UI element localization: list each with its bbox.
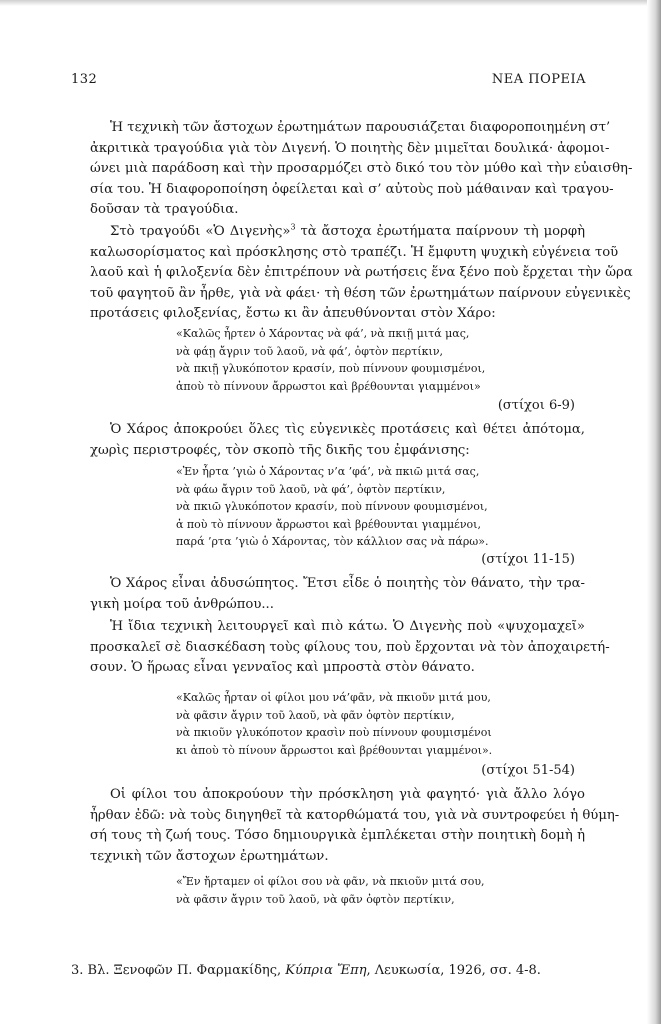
verse-line: ἀ ποὺ τὸ πίννουν ἄρρωστοι καὶ βρέθουνται γιαμμένοι, <box>176 517 481 531</box>
page-top-shadow <box>0 0 661 6</box>
footnote-book-title: Κύπρια Ἔπη <box>285 963 367 978</box>
text-line: δοῦσαν τὰ τραγούδια. <box>90 202 239 217</box>
text-line: γικὴ μοίρα τοῦ ἀνθρώπου... <box>90 596 274 612</box>
text-line: Ἡ τεχνικὴ τῶν ἄστοχων ἐρωτημάτων παρουσιάζεται διαφοροποιημένη στ’ <box>110 120 611 135</box>
text-line: Ὁ Χάρος ἀποκρούει ὅλες τὶς εὐγενικὲς προτάσεις καὶ θέτει ἀπότομα, <box>110 422 585 437</box>
text-line: λαοῦ καὶ ἡ φιλοξενία δὲν ἐπιτρέπουν νὰ ρωτήσεις ἕνα ξένο ποὺ ἔρχεται τὴν ὥρα <box>90 265 633 280</box>
verse-line: νὰ πκιῶ γλυκόποτον κρασίν, ποὺ πίννουν φουμισμένοι, <box>176 500 488 514</box>
text-line: ἀκριτικὰ τραγούδια γιὰ τὸν Διγενή. Ὁ ποιητὴς δὲν μιμεῖται δουλικά· ἀφομοι- <box>90 140 610 156</box>
text-line: σή τους τὴ ζωή τους. Τόσο δημιουργικὰ ἐμπλέκεται στὴν ποιητικὴ δομὴ ἡ <box>90 828 585 843</box>
page-number: 132 <box>71 72 98 87</box>
verse-line: νὰ φᾶσιν ἄγριν τοῦ λαοῦ, νὰ φᾶν ὀφτὸν περτίκιν, <box>176 892 455 906</box>
text-line: Ἡ ἴδια τεχνικὴ λειτουργεῖ καὶ πιὸ κάτω. Ὁ Διγενὴς ποὺ «ψυχομαχεῖ» <box>110 619 585 634</box>
verse-reference: (στίχοι 6-9) <box>497 398 575 413</box>
verse-line: νὰ φάῃ ἄγριν τοῦ λαοῦ, νὰ φά’, ὀφτὸν περτίκιν, <box>176 344 444 358</box>
text-line: προσκαλεῖ σὲ διασκέδαση τοὺς φίλους του, ποὺ ἔρχονται νὰ τὸν ἀποχαιρετή- <box>90 639 610 655</box>
text-line: Οἱ φίλοι του ἀποκρούουν τὴν πρόσκληση γιὰ φαγητό· γιὰ ἄλλο λόγο <box>110 787 585 802</box>
paragraph-5 <box>90 617 610 679</box>
running-title: ΝΕΑ ΠΟΡΕΙΑ <box>491 72 586 87</box>
paragraph-3 <box>90 420 585 461</box>
verse-line: «Καλῶς ἦρτεν ὁ Χάροντας νὰ φά’, νὰ πκιῇ μιτά μας, <box>176 327 470 340</box>
verse-line: «Καλῶς ἦρταν οἱ φίλοι μου νά’φᾶν, νὰ πκιοῦν μιτά μου, <box>176 691 491 704</box>
footnote-marker: 3 <box>290 222 296 232</box>
text-line: προτάσεις φιλοξενίας, ἔστω κι ἂν ἀπευθύνονται στὸν Χάρο: <box>90 306 496 321</box>
verse-block-1 <box>176 325 506 395</box>
verse-line: κι ἀποὺ τὸ πίνουν ἄρρωστοι καὶ βρέθουνται γιαμμένοι». <box>176 743 493 757</box>
verse-block-2 <box>176 463 506 551</box>
page-edge-shadow <box>647 0 661 1024</box>
text-line: Ὁ Χάρος εἶναι ἀδυσώπητος. Ἔτσι εἶδε ὁ ποιητὴς τὸν θάνατο, τὴν τρα- <box>110 576 585 591</box>
paragraph-2 <box>90 222 633 325</box>
paragraph-6 <box>90 785 620 867</box>
verse-line: ἀποὺ τὸ πίννουν ἄρρωστοι καὶ βρέθουνται γιαμμένοι» <box>176 379 481 393</box>
text-line: Στὸ τραγούδι «Ὁ Διγενὴς»$^3$ τὰ ἄστοχα ἐρωτήματα παίρνουν τὴ μορφὴ <box>110 222 585 239</box>
verse-line: νὰ φάω ἄγριν τοῦ λαοῦ, νὰ φά’, ὀφτὸν περτίκιν, <box>176 482 446 496</box>
verse-line: «Ἔν ἤρταμεν οἱ φίλοι σου νὰ φᾶν, νὰ πκιοῦν μιτά σου, <box>176 875 485 888</box>
text-line: καλωσορίσματος καὶ πρόσκλησης στὸ τραπέζι. Ἡ ἔμφυτη ψυχικὴ εὐγένεια τοῦ <box>90 244 619 260</box>
verse-line: παρά ’ρτα ’γιὼ ὁ Χάροντας, τὸν κάλλιον σας νὰ πάρω». <box>176 535 489 549</box>
verse-reference: (στίχοι 11-15) <box>481 552 575 567</box>
verse-line: νὰ πκιοῦν γλυκόποτον κρασὶν ποὺ πίννουν φουμισμένοι <box>176 726 492 740</box>
text-line: ἦρθαν ἐδῶ: νὰ τοὺς διηγηθεῖ τὰ κατορθώματά του, γιὰ νὰ συντροφεύει ἡ θύμη- <box>90 807 620 823</box>
paragraph-1 <box>90 118 633 221</box>
text-line: ώνει μιὰ παράδοση καὶ τὴν προσαρμόζει στὸ δικό του τὸν μύθο καὶ τὴν εὐαισθη- <box>90 161 633 176</box>
paragraph-4 <box>90 574 585 615</box>
text-line: σουν. Ὁ ἥρωας εἶναι γενναῖος καὶ μπροστὰ στὸν θάνατο. <box>90 660 475 675</box>
verse-block-4 <box>176 873 506 908</box>
text-line: σία του. Ἡ διαφοροποίηση ὀφείλεται καὶ σ’ αὐτοὺς ποὺ μάθαιναν καὶ τραγου- <box>90 181 614 197</box>
footnote-prefix: 3. Βλ. Ξενοφῶν Π. Φαρμακίδης, <box>71 963 286 978</box>
text-line: χωρὶς περιστροφές, τὸν σκοπὸ τῆς δικῆς του ἐμφάνισης: <box>90 442 470 458</box>
verse-line: νὰ φᾶσιν ἄγριν τοῦ λαοῦ, νὰ φᾶν ὀφτὸν περτίκιν, <box>176 708 455 722</box>
verse-line: νὰ πκιῇ γλυκόποτον κρασίν, ποὺ πίννουν φουμισμένοι, <box>176 362 486 376</box>
verse-line: «Ἐν ἦρτα ’γιὼ ὁ Χάροντας ν’α ’φά’, νὰ πκιῶ μιτά σας, <box>176 465 480 478</box>
verse-reference: (στίχοι 51-54) <box>481 763 575 778</box>
page-header <box>71 72 586 92</box>
verse-block-3 <box>176 689 506 759</box>
footnote-suffix: , Λευκωσία, 1926, σσ. 4-8. <box>366 963 541 978</box>
text-line: τοῦ φαγητοῦ ἂν ἦρθε, γιὰ νὰ φάει· τὴ θέση τῶν ἐρωτημάτων παίρνουν εὐγενικὲς <box>90 285 631 301</box>
text-line: τεχνικὴ τῶν ἄστοχων ἐρωτημάτων. <box>90 848 329 864</box>
footnote <box>71 963 591 978</box>
